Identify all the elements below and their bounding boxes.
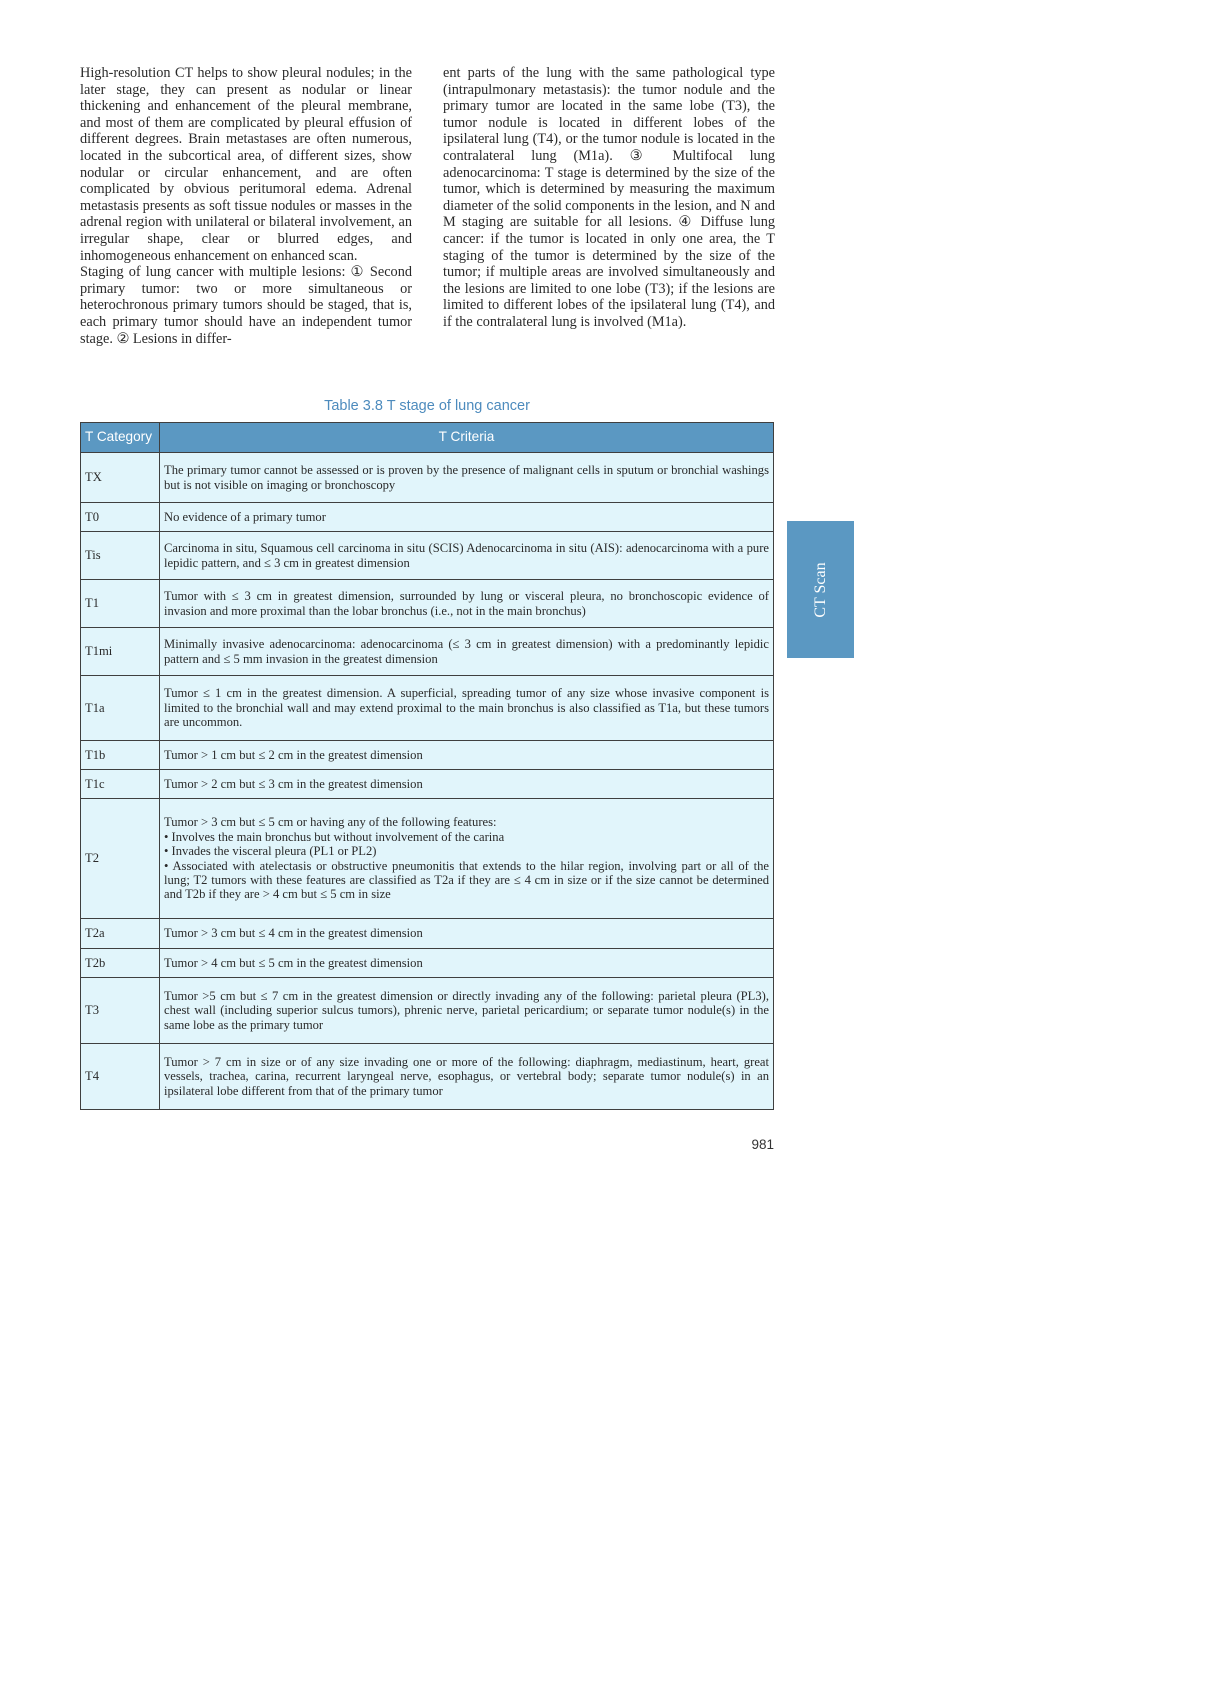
row-category: T2	[81, 799, 160, 919]
header-t-criteria: T Criteria	[160, 423, 774, 453]
table-row	[81, 978, 774, 1044]
page-number: 981	[751, 1137, 774, 1152]
row-criteria: Tumor > 1 cm but ≤ 2 cm in the greatest dimension	[160, 741, 774, 770]
table-row	[81, 503, 774, 532]
row-category: Tis	[81, 532, 160, 580]
row-criteria: No evidence of a primary tumor	[160, 503, 774, 532]
right-text-column	[443, 65, 775, 331]
table-row	[81, 628, 774, 676]
t2-bullet-atelectasis: • Associated with atelectasis or obstructive pneumonitis that extends to the hilar region, involving part or all of the lung; T2 tumors with these features are classified as T2a if they are ≤ 4 cm in size or if the size cannot be determined and T2b if they are > 4 cm but ≤ 5 cm in size	[164, 858, 769, 902]
t2-bullet-main-bronchus: • Involves the main bronchus but without involvement of the carina	[164, 829, 505, 844]
table-row	[81, 770, 774, 799]
paragraph-staging-continued: ent parts of the lung with the same pathological type (intrapulmonary metastasis): the tumor nodule and the primary tumor are located in the same lobe (T3), the tumor nodule is located in different lobes of the ipsilateral lung (T4), or the tumor nodule is located in the contralateral lung (M1a). ③ Multifocal lung adenocarcinoma: T stage is determined by the size of the tumor, which is determined by measuring the maximum diameter of the solid components in the lesion, and N and M staging are suitable for all lesions. ④ Diffuse lung cancer: if the tumor is located in only one area, the T staging of the tumor is determined by the size of the tumor; if multiple areas are involved simultaneously and the lesions are limited to one lobe (T3); if the lesions are limited to different lobes of the ipsilateral lung (T4), and if the contralateral lung is involved (M1a).	[443, 65, 775, 330]
table-row	[81, 949, 774, 978]
row-criteria: Tumor > 7 cm in size or of any size invading one or more of the following: diaphragm, mediastinum, heart, great vessels, trachea, carina, recurrent laryngeal nerve, esophagus, or vertebral body; separate tumor nodule(s) in an ipsilateral lobe different from that of the primary tumor	[160, 1044, 774, 1110]
row-category: T1mi	[81, 628, 160, 676]
row-category: T3	[81, 978, 160, 1044]
row-category: T1b	[81, 741, 160, 770]
table-row	[81, 580, 774, 628]
row-criteria: Tumor with ≤ 3 cm in greatest dimension, surrounded by lung or visceral pleura, no bronchoscopic evidence of invasion and more proximal than the lobar bronchus (i.e., not in the main bronchus)	[160, 580, 774, 628]
row-criteria: Carcinoma in situ, Squamous cell carcinoma in situ (SCIS) Adenocarcinoma in situ (AIS): adenocarcinoma with a pure lepidic pattern, and ≤ 3 cm in greatest dimension	[160, 532, 774, 580]
table-row	[81, 676, 774, 741]
row-criteria: The primary tumor cannot be assessed or is proven by the presence of malignant cells in sputum or bronchial washings but is not visible on imaging or bronchoscopy	[160, 453, 774, 503]
row-category: T2b	[81, 949, 160, 978]
row-category: T1a	[81, 676, 160, 741]
header-t-category: T Category	[81, 423, 160, 453]
row-criteria: Minimally invasive adenocarcinoma: adenocarcinoma (≤ 3 cm in greatest dimension) with a predominantly lepidic pattern and ≤ 5 mm invasion in the greatest dimension	[160, 628, 774, 676]
row-category: T4	[81, 1044, 160, 1110]
t-stage-table	[80, 422, 774, 1110]
table-row	[81, 919, 774, 949]
row-category: T0	[81, 503, 160, 532]
row-criteria: Tumor ≤ 1 cm in the greatest dimension. A superficial, spreading tumor of any size whose invasive component is limited to the bronchial wall and may extend proximal to the main bronchus is also classified as T1a, but these tumors are uncommon.	[160, 676, 774, 741]
paragraph-multiple-lesions: Staging of lung cancer with multiple lesions: ① Second primary tumor: two or more simultaneous or heterochronous primary tumors should be staged, that is, each primary tumor should have an independent tumor stage. ② Lesions in differ-	[80, 264, 412, 347]
row-category: T2a	[81, 919, 160, 949]
table-row	[81, 532, 774, 580]
row-criteria: Tumor >5 cm but ≤ 7 cm in the greatest dimension or directly invading any of the following: parietal pleura (PL3), chest wall (including superior sulcus tumors), phrenic nerve, parietal pericardium; or separate tumor nodule(s) in the same lobe as the primary tumor	[160, 978, 774, 1044]
row-criteria: Tumor > 3 cm but ≤ 4 cm in the greatest dimension	[160, 919, 774, 949]
table-row	[81, 453, 774, 503]
table-caption: Table 3.8 T stage of lung cancer	[324, 398, 530, 414]
section-side-tab	[787, 521, 854, 658]
table-row	[81, 799, 774, 919]
row-criteria: Tumor > 2 cm but ≤ 3 cm in the greatest dimension	[160, 770, 774, 799]
table-row	[81, 1044, 774, 1110]
row-criteria: Tumor > 4 cm but ≤ 5 cm in the greatest dimension	[160, 949, 774, 978]
row-category: T1c	[81, 770, 160, 799]
t2-intro: Tumor > 3 cm but ≤ 5 cm or having any of the following features:	[164, 815, 497, 830]
left-text-column	[80, 65, 412, 347]
paragraph-metastases: High-resolution CT helps to show pleural nodules; in the later stage, they can present as nodular or linear thickening and enhancement of the pleural membrane, and most of them are complicated by pleural effusion of different degrees. Brain metastases are often numerous, located in the subcortical area, of different sizes, show nodular or circular enhancement, and are often complicated by obvious peritumoral edema. Adrenal metastasis presents as soft tissue nodules or masses in the adrenal region with unilateral or bilateral involvement, an irregular shape, clear or blurred edges, and inhomogeneous enhancement on enhanced scan.	[80, 65, 412, 264]
table-row	[81, 741, 774, 770]
side-tab-label: CT Scan	[811, 561, 829, 618]
row-criteria	[160, 799, 774, 919]
table-header-row	[81, 423, 774, 453]
t2-bullet-visceral-pleura: • Invades the visceral pleura (PL1 or PL2)	[164, 844, 377, 859]
row-category: TX	[81, 453, 160, 503]
row-category: T1	[81, 580, 160, 628]
